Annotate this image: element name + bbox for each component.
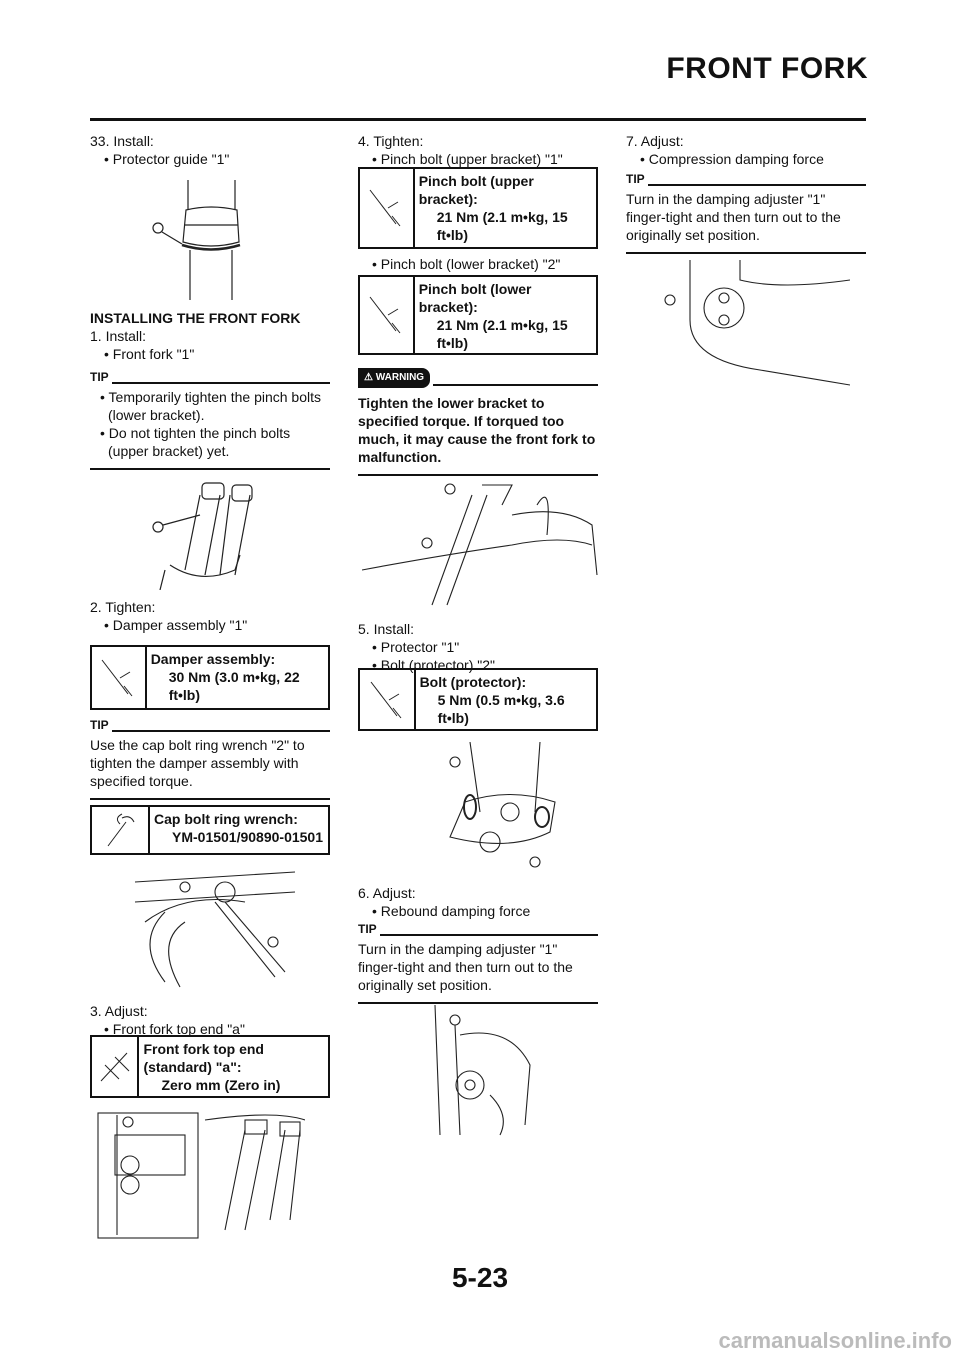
spec-value: 5 Nm (0.5 m•kg, 3.6 ft•lb): [437, 692, 565, 726]
rebound-adjuster-illustration: [430, 1005, 550, 1137]
bullet: • Protector "1": [372, 639, 460, 655]
bullet-text: Compression damping force: [648, 151, 824, 167]
spec-pinch-bolt-lower: [358, 275, 598, 355]
bullet: • Bolt (protector) "2": [372, 657, 495, 673]
step-3: [90, 1002, 330, 1038]
step-label: 3. Adjust:: [90, 1003, 148, 1019]
spec-damper-assembly: [90, 645, 330, 710]
tip-text: Do not tighten the pinch bolts (upper bracket) yet.: [108, 425, 291, 459]
step-5: [358, 620, 598, 674]
torque-wrench-icon: [360, 277, 415, 353]
tip-text: Turn in the damping adjuster "1" finger-tight and then turn out to the originally set position.: [626, 191, 841, 243]
ring-wrench-icon: [92, 807, 150, 853]
tip-label: TIP: [358, 922, 377, 936]
spec-value: 21 Nm (2.1 m•kg, 15 ft•lb): [436, 209, 568, 243]
step-label: 1. Install:: [90, 328, 147, 344]
page-title: FRONT FORK: [666, 52, 868, 85]
bullet-text: Front fork top end "a": [112, 1021, 245, 1037]
tip-label: TIP: [90, 718, 109, 732]
header-rule: [90, 118, 866, 121]
torque-wrench-icon: [92, 647, 147, 708]
torque-wrench-icon: [360, 670, 416, 729]
pinch-bolt-illustration: [362, 475, 602, 610]
bullet: • Pinch bolt (upper bracket) "1": [372, 151, 563, 167]
bullet-text: Pinch bolt (lower bracket) "2": [380, 256, 561, 272]
spec-name: Cap bolt ring wrench:: [154, 811, 298, 827]
bullet-text: Bolt (protector) "2": [380, 657, 495, 673]
compression-adjuster-illustration: [660, 260, 850, 388]
step-label: 7. Adjust:: [626, 133, 684, 149]
warning-text: Tighten the lower bracket to specified torque. If torqued too much, it may cause the front fork to malfunction.: [358, 395, 596, 465]
bullet: • Front fork top end "a": [104, 1021, 245, 1037]
spec-name: Pinch bolt (upper bracket):: [418, 173, 534, 207]
bullet-text: Front fork "1": [112, 346, 195, 362]
tip-item: • Temporarily tighten the pinch bolts (lower bracket).: [100, 389, 321, 423]
step-7: [626, 132, 866, 168]
bullet-text: Protector "1": [380, 639, 460, 655]
protector-guide-illustration: [140, 180, 260, 300]
step-label: 2. Tighten:: [90, 599, 156, 615]
spec-value: 21 Nm (2.1 m•kg, 15 ft•lb): [436, 317, 568, 351]
tip-box: [626, 170, 866, 254]
warning-label: WARNING: [375, 372, 425, 383]
front-fork-illustration: [140, 475, 280, 590]
step-2: [90, 598, 330, 634]
watermark: carmanualsonline.info: [718, 1328, 952, 1353]
spec-front-fork-top-end: [90, 1035, 330, 1098]
step-label: 5. Install:: [358, 621, 415, 637]
warning-badge: [358, 368, 430, 388]
spec-value: 30 Nm (3.0 m•kg, 22 ft•lb): [168, 669, 300, 703]
step-label: 4. Tighten:: [358, 133, 424, 149]
spec-name: Damper assembly:: [150, 651, 276, 667]
step-1: [90, 327, 330, 363]
tip-box: [358, 920, 598, 1004]
torque-wrench-icon: [360, 169, 415, 247]
fork-top-end-illustration: [95, 1110, 305, 1240]
section-heading: INSTALLING THE FRONT FORK: [90, 310, 301, 326]
bullet-text: Pinch bolt (upper bracket) "1": [380, 151, 563, 167]
step-label: 6. Adjust:: [358, 885, 416, 901]
bullet-text: Protector guide "1": [112, 151, 230, 167]
tip-box: [90, 716, 330, 800]
spec-value: YM-01501/90890-01501: [172, 829, 324, 845]
tip-item: • Do not tighten the pinch bolts (upper bracket) yet.: [100, 425, 291, 459]
tip-text: Use the cap bolt ring wrench "2" to tighten the damper assembly with specified torque.: [90, 737, 305, 789]
damper-wrench-illustration: [125, 862, 300, 992]
spec-cap-bolt-ring-wrench: [90, 805, 330, 855]
tip-box: [90, 368, 330, 470]
spec-value: Zero mm (Zero in): [161, 1077, 281, 1093]
tip-text: Temporarily tighten the pinch bolts (lower bracket).: [108, 389, 321, 423]
protector-illustration: [410, 742, 570, 874]
tip-text: Turn in the damping adjuster "1" finger-tight and then turn out to the originally set position.: [358, 941, 573, 993]
bullet-text: Damper assembly "1": [112, 617, 248, 633]
tip-label: TIP: [626, 172, 645, 186]
bullet: • Damper assembly "1": [104, 617, 248, 633]
bullet-text: Rebound damping force: [380, 903, 531, 919]
warning-box: [358, 368, 598, 476]
spec-bolt-protector: [358, 668, 598, 731]
bullet: • Pinch bolt (lower bracket) "2": [372, 256, 561, 272]
bullet: • Compression damping force: [640, 151, 824, 167]
spec-name: Front fork top end (standard) "a":: [143, 1041, 264, 1075]
warning-triangle-icon: ⚠: [364, 372, 376, 383]
step-label: 33. Install:: [90, 133, 154, 149]
step-33: [90, 132, 330, 168]
tip-label: TIP: [90, 370, 109, 384]
page-number: 5-23: [451, 1262, 509, 1293]
caliper-icon: [92, 1037, 139, 1096]
step-4: [358, 132, 598, 168]
spec-name: Bolt (protector):: [419, 674, 527, 690]
bullet: • Rebound damping force: [372, 903, 531, 919]
spec-name: Pinch bolt (lower bracket):: [418, 281, 532, 315]
step-6: [358, 884, 598, 920]
bullet: • Protector guide "1": [104, 151, 230, 167]
bullet: • Front fork "1": [104, 346, 195, 362]
spec-pinch-bolt-upper: [358, 167, 598, 249]
